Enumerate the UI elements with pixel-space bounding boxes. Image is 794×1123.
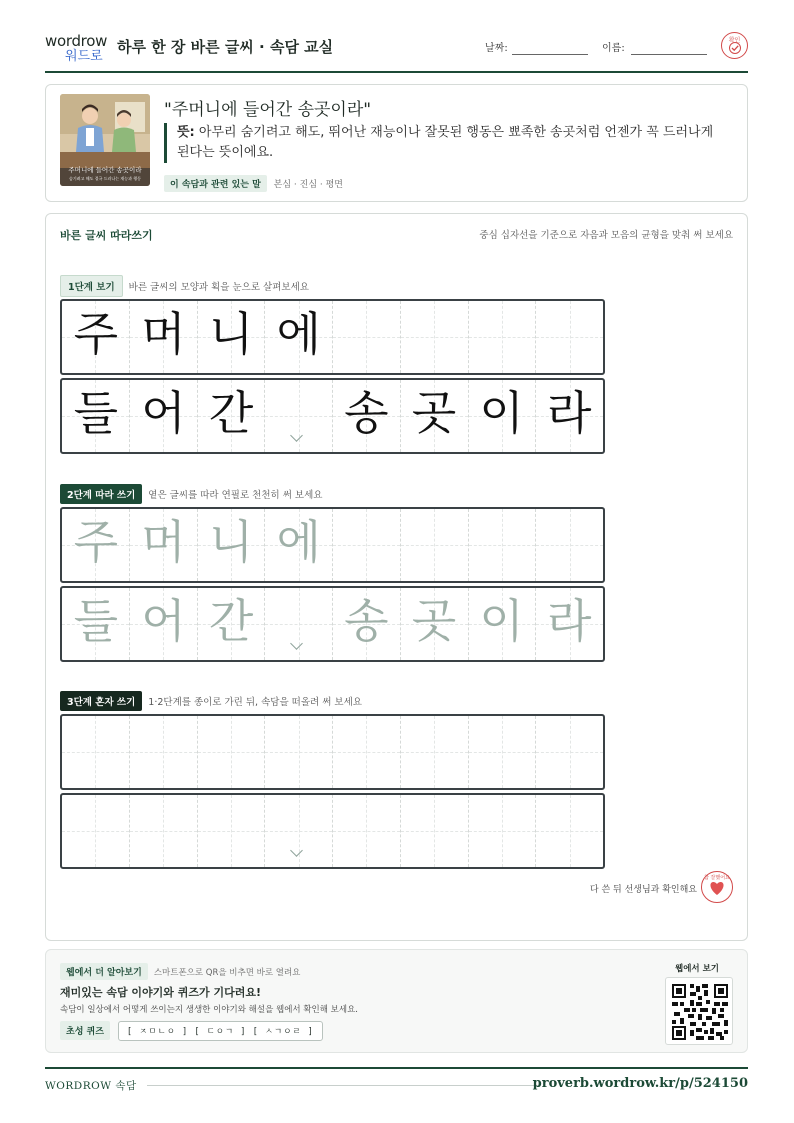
related-list: 본심 · 진심 · 평면 [273,180,343,190]
proverb-meaning [164,123,729,163]
logo-korean: 워드로 [65,49,103,64]
quiz-label: 초성 퀴즈 [60,1021,110,1040]
spacing-chevron-icon [289,434,305,444]
grid-char: 라 [546,386,592,440]
step-3-line-1[interactable] [60,714,605,790]
step-2-desc: 옅은 글씨를 따라 연필로 천천히 써 보세요 [148,490,323,501]
step-2-badge: 2단계 따라 쓰기 [60,484,142,504]
logo-wordmark: wordrow [45,32,108,50]
proverb-card [45,84,748,202]
qr-code-icon[interactable] [665,977,733,1045]
chosung-quiz [60,1021,323,1041]
date-label: 날짜: [485,43,508,54]
date-field[interactable] [512,54,588,55]
step-1-badge: 1단계 보기 [60,275,123,297]
trace-char: 이 [479,594,524,648]
grid-char: 곳 [411,386,457,440]
meaning-text: 아무리 숨기려고 해도, 뛰어난 재능이나 잘못된 행동은 뾰족한 송곳처럼 언젠가 꼭 드러나게 된다는 뜻이에요. [177,125,714,160]
web-headline: 재미있는 속담 이야기와 퀴즈가 기다려요! [60,986,261,999]
step-1-line-2 [60,378,605,454]
grid-char [333,301,401,373]
step-1-desc: 바른 글씨의 모양과 획을 눈으로 살펴보세요 [128,282,309,293]
worksheet-title: 하루 한 장 바른 글씨 · 속담 교실 [117,38,334,56]
trace-char: 니 [208,515,254,569]
trace-char: 간 [208,594,254,648]
trace-char [468,509,536,581]
footer-brand: WORDROW 속담 [45,1080,137,1092]
heart-stamp-text: 참 잘했어요 [704,875,730,881]
trace-char [333,509,401,581]
name-label: 이름: [602,43,625,54]
spacing-chevron-icon [289,849,305,859]
grid-char: 머 [141,307,186,361]
illustration-subcaption: 숨기려고 해도 결국 드러나는 재능과 행동 [68,176,142,181]
grid-char: 송 [344,386,389,440]
web-tag: 웹에서 더 알아보기 [60,963,148,980]
related-label: 이 속담과 관련 있는 말 [164,175,267,192]
trace-char: 주 [73,515,119,569]
practice-note: 중심 십자선을 기준으로 자음과 모음의 균형을 맞춰 써 보세요 [479,230,733,241]
spacing-chevron-icon [289,642,305,652]
step-2-header [60,484,322,504]
page-header [45,30,748,73]
proverb-illustration [60,94,150,186]
grid-char: 주 [73,307,119,361]
step-1-line-1 [60,299,605,375]
practice-title: 바른 글씨 따라쓰기 [60,229,153,242]
grid-char [400,301,468,373]
web-sub: 스마트폰으로 QR을 비추면 바로 열려요 [153,968,301,978]
grid-char [535,301,603,373]
trace-char: 곳 [411,594,457,648]
trace-char: 에 [276,515,321,569]
trace-char: 들 [73,594,119,648]
grid-char: 간 [208,386,254,440]
step-2-line-1[interactable] [60,507,605,583]
step-1-header [60,275,309,297]
grid-char: 어 [141,386,186,440]
grid-char: 니 [208,307,254,361]
trace-char: 라 [546,594,592,648]
grid-char: 이 [479,386,524,440]
web-more-section [45,949,748,1053]
meaning-label: 뜻: [177,125,195,140]
name-field[interactable] [631,54,707,55]
grid-char: 에 [276,307,321,361]
grid-char: 들 [73,386,119,440]
check-stamp-icon [721,32,748,59]
step-2-line-2[interactable] [60,586,605,662]
step-3-badge: 3단계 혼자 쓰기 [60,691,142,711]
wordrow-logo [45,32,109,66]
stamp-text: 확인 [728,37,741,44]
trace-char: 머 [141,515,186,569]
related-words [164,175,343,192]
trace-char: 송 [344,594,389,648]
qr-label: 웹에서 보기 [674,964,719,974]
step-3-header [60,691,362,711]
teacher-confirm-text: 다 쓴 뒤 선생님과 확인해요 [589,885,697,895]
page-footer [45,1067,748,1097]
footer-url-link[interactable]: proverb.wordrow.kr/p/524150 [532,1076,748,1091]
practice-section [45,213,748,941]
illustration-caption: 주머니에 들어간 송곳이라 [68,166,142,174]
step-3-line-2[interactable] [60,793,605,869]
trace-char [535,509,603,581]
footer-divider [147,1085,539,1086]
heart-stamp-icon [701,871,733,903]
proverb-title: "주머니에 들어간 송곳이라" [164,100,372,120]
trace-char: 어 [141,594,186,648]
quiz-answer-box[interactable]: [ ㅈㅁㄴㅇ ] [ ㄷㅇㄱ ] [ ㅅㄱㅇㄹ ] [118,1021,323,1041]
trace-char [400,509,468,581]
web-lead [60,963,300,980]
web-description: 속담이 일상에서 어떻게 쓰이는지 생생한 이야기와 해설을 웹에서 확인해 보세요. [60,1005,358,1015]
grid-char [468,301,536,373]
step-3-desc: 1·2단계를 종이로 가린 뒤, 속담을 떠올려 써 보세요 [148,697,362,708]
